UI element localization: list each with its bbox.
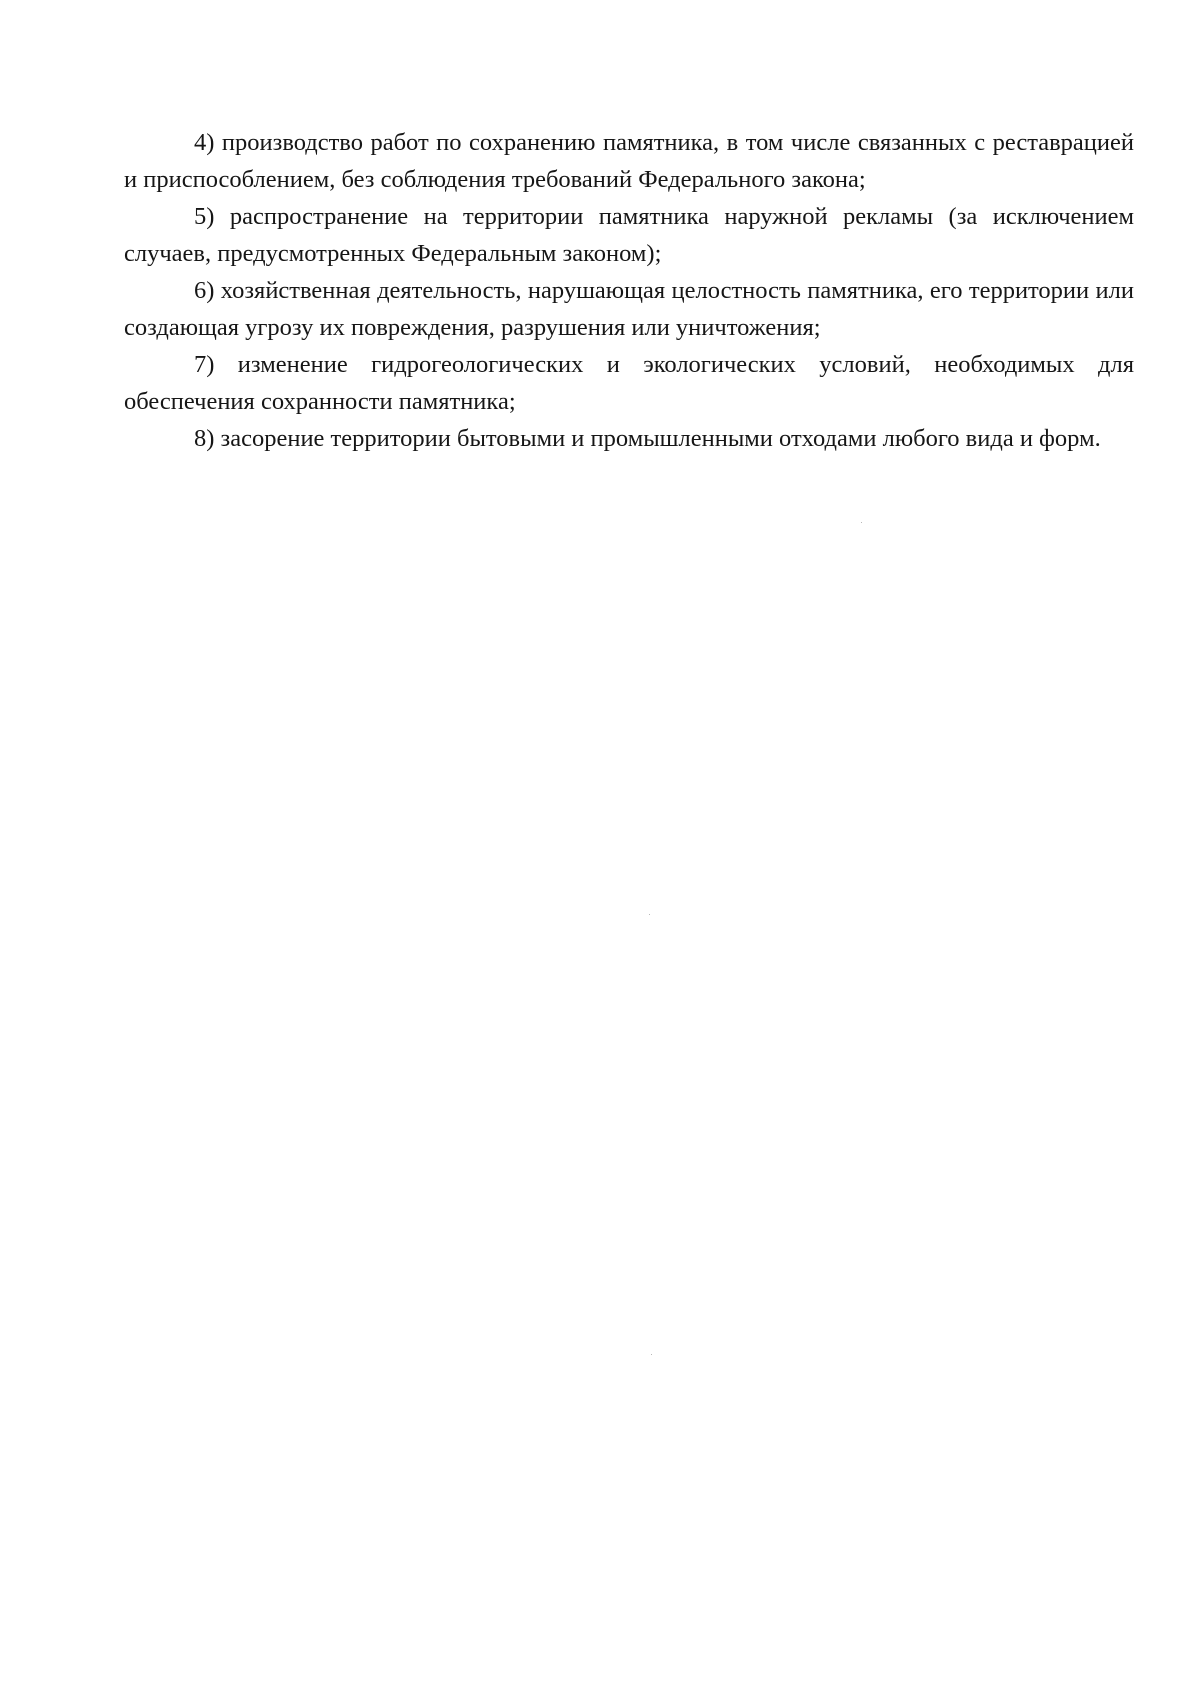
list-item-4: 4) производство работ по сохранению памятника, в том числе связанных с реставрацией и приспособлением, без соблюдения требований Федерального закона; xyxy=(124,129,1134,193)
list-item-7: 7) изменение гидрогеологических и экологических условий, необходимых для обеспечения сохранности памятника; xyxy=(124,351,1134,415)
list-item-8: 8) засорение территории бытовыми и промышленными отходами любого вида и форм. xyxy=(194,425,1101,452)
scan-speck xyxy=(861,522,862,523)
scan-speck xyxy=(649,914,650,915)
scan-speck xyxy=(651,1354,652,1355)
list-item-5: 5) распространение на территории памятника наружной рекламы (за исключением случаев, предусмотренных Федеральным законом); xyxy=(124,203,1134,267)
document-body xyxy=(124,124,1134,457)
list-item-6: 6) хозяйственная деятельность, нарушающая целостность памятника, его территории или создающая угрозу их повреждения, разрушения или уничтожения; xyxy=(124,277,1134,341)
